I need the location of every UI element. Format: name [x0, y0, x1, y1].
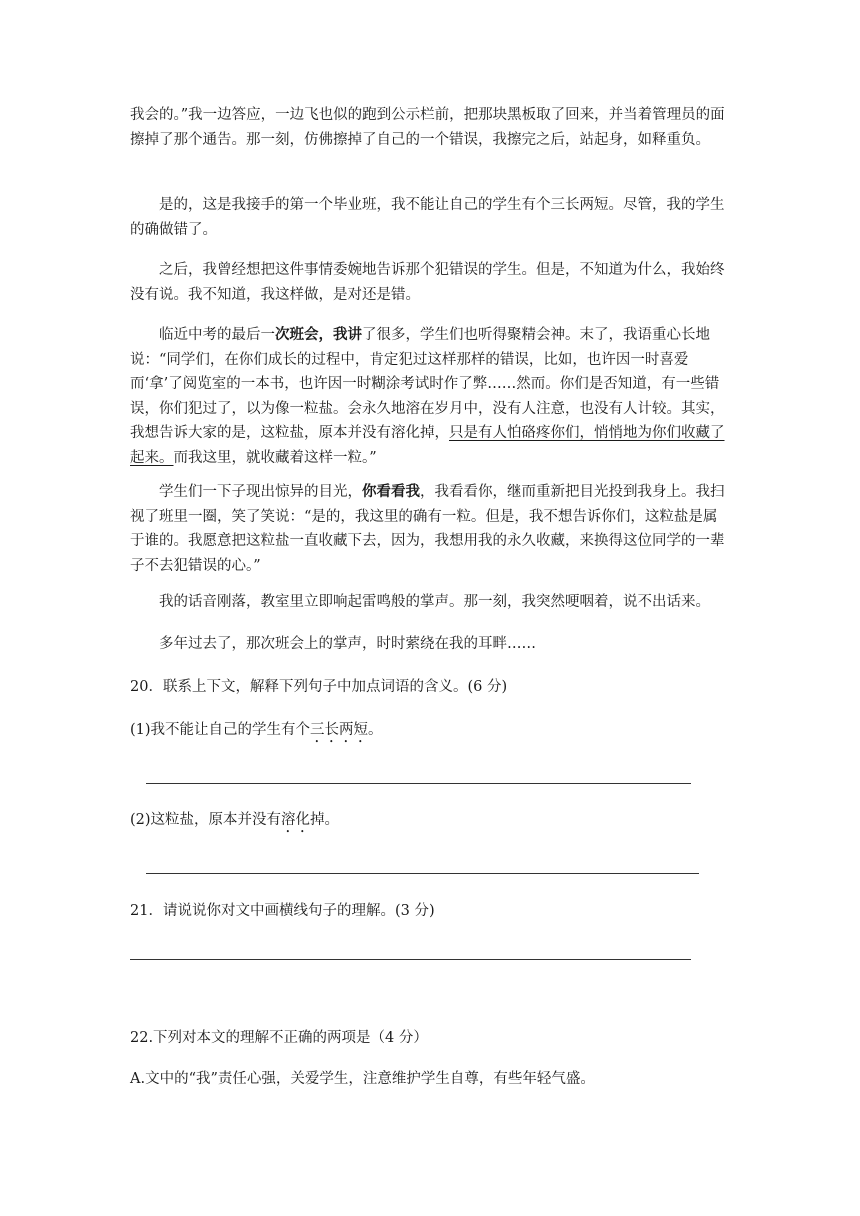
underlined-sentence: 只是有人怕硌疼你们，悄悄地为你们收藏了起来。: [130, 425, 725, 466]
question-21: 21．请说说你对文中画横线句子的理解。(3 分): [130, 903, 435, 919]
dotted-term: 三长两短: [310, 722, 369, 738]
paragraph-1: 我会的。”我一边答应，一边飞也似的跑到公示栏前，把那块黑板取了回来，并当着管理员的面擦掉了那个通告。那一刻，仿佛擦掉了自己的一个错误，我擦完之后，站起身，如释重负。: [130, 107, 725, 148]
question-20-1: (1)我不能让自己的学生有个三长两短。: [130, 722, 383, 738]
question-20-2: (2)这粒盐，原本并没有溶化掉。: [130, 812, 340, 828]
question-22: 22.下列对本文的理解不正确的两项是（4 分）: [130, 1030, 428, 1046]
answer-line-21[interactable]: [130, 959, 691, 960]
question-20: 20．联系上下文，解释下列句子中加点词语的含义。(6 分): [130, 679, 508, 695]
paragraph-2: 是的，这是我接手的第一个毕业班，我不能让自己的学生有个三长两短。尽管，我的学生的确做错了。: [130, 197, 725, 238]
dotted-term: 溶化: [281, 812, 311, 828]
bold-phrase: 你看看我: [362, 483, 420, 500]
answer-line-20-2[interactable]: [146, 873, 699, 874]
paragraph-4: 临近中考的最后一次班会，我讲了很多，学生们也听得聚精会神。末了，我语重心长地说：“同学们，在你们成长的过程中，肯定犯过这样那样的错误，比如，也许因一时喜爱而‘拿’了阅览室的一本书，也许因一时糊涂考试时作了弊……然而。你们是否知道，有一些错误，你们犯过了，以为像一粒盐。会永久地溶在岁月中，没有人注意，也没有人计较。其实，我想告诉大家的是，这粒盐，原本并没有溶化掉，只是有人怕硌疼你们，悄悄地为你们收藏了起来。而我这里，就收藏着这样一粒。”: [130, 326, 725, 466]
paragraph-3: 之后，我曾经想把这件事情委婉地告诉那个犯错误的学生。但是，不知道为什么，我始终没有说。我不知道，我这样做，是对还是错。: [130, 262, 725, 303]
paragraph-6: 我的话音刚落，教室里立即响起雷鸣般的掌声。那一刻，我突然哽咽着，说不出话来。: [159, 594, 710, 610]
paragraph-5: 学生们一下子现出惊异的目光，你看看我，我看看你，继而重新把目光投到我身上。我扫视了班里一圈，笑了笑说：“是的，我这里的确有一粒。但是，我不想告诉你们，这粒盐是属于谁的。我愿意把这粒盐一直收藏下去，因为，我想用我的永久收藏，来换得这位同学的一辈子不去犯错误的心。”: [130, 483, 725, 574]
question-22-option-a: A.文中的“我”责任心强，关爱学生，注意维护学生自尊，有些年轻气盛。: [130, 1071, 595, 1087]
paragraph-7: 多年过去了，那次班会上的掌声，时时萦绕在我的耳畔……: [159, 636, 536, 652]
bold-phrase: 次班会，我讲: [275, 326, 362, 343]
answer-line-20-1[interactable]: [146, 783, 691, 784]
